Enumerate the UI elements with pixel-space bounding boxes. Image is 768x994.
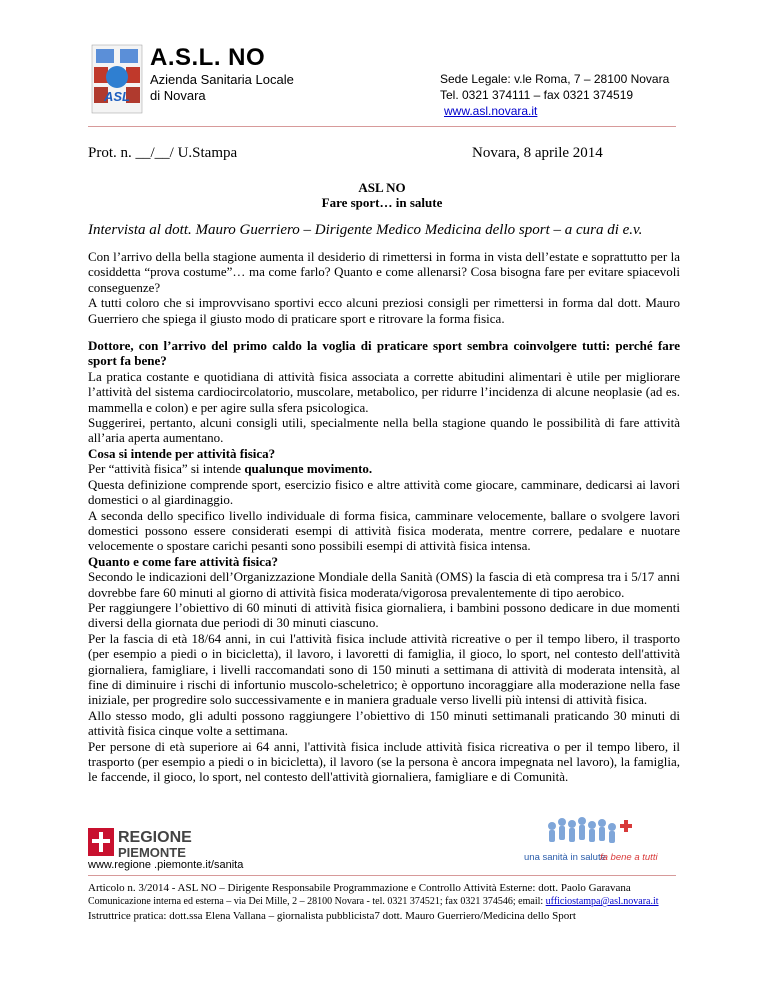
answer-2-text: Per “attività fisica” si intende [88, 461, 245, 477]
answer-2-paragraph-3: A seconda dello specifico livello individuale di forma fisica, camminare velocemente, ballare o svolgere lavori domestici possono essere considerati esempi di attività fisica moderata, mentre correre, pedalare e nuotare velocemente o spostare carichi pesanti sono possibili esempi di attività fisica intensa. [88, 507, 680, 554]
answer-2-paragraph-2: Questa definizione comprende sport, esercizio fisico e altre attività come giocare, camminare, dedicarsi ai lavori domestici o al giardinaggio. [88, 476, 680, 508]
regione-line2: PIEMONTE [118, 845, 186, 860]
answer-2-paragraph-1 [88, 461, 680, 476]
question-1: Dottore, con l’arrivo del primo caldo la voglia di praticare sport sembra coinvolgere tutti: perché fare sport fa bene? [88, 338, 680, 369]
answer-2-emphasis: qualunque movimento. [244, 461, 373, 477]
document-title: Fare sport… in salute [321, 195, 443, 210]
address-line1: Sede Legale: v.le Roma, 7 – 28100 Novara [440, 72, 670, 86]
answer-3-paragraph-5: Per persone di età superiore ai 64 anni, l'attività fisica include attività fisica ricreativa o per il tempo libero, il trasporto (per esempio a piedi o in bicicletta), il lavoro (se la persona è ancora impegnata nel lavoro), la famiglia, le faccende, il gioco, lo sport, nel contesto dell'attività giornaliera, famigliare e di Comunità. [88, 738, 680, 785]
article-body [88, 249, 680, 785]
intro-paragraph-1: Con l’arrivo della bella stagione aumenta il desiderio di rimettersi in forma in vista dell’estate e soprattutto per la cosiddetta “prova costume”… ma come farlo? Quanto e come allenarsi? Cosa bisogna fare per evitare spiacevoli conseguenze? [88, 249, 680, 295]
logo-text: ASL [104, 89, 130, 104]
sanita-slogan-b: fa bene a tutti [600, 852, 658, 863]
document-date: Novara, 8 aprile 2014 [472, 145, 603, 161]
sanita-slogan-a: una sanità in salute [524, 852, 606, 863]
footer [88, 881, 688, 923]
document-heading: ASL NO [358, 180, 406, 195]
asl-logo [90, 43, 144, 115]
answer-1-paragraph-1: La pratica costante e quotidiana di attività fisica associata a corrette abitudini alimentari è utile per migliorare l’attività del sistema cardiocircolatorio, muscolare, metabolico, per ridurre l’incidenza di alcune neoplasie (ad es. mammella e colon) e per agire sulla sfera psicologica. [88, 368, 680, 415]
regione-line1: REGIONE [118, 829, 192, 846]
document-subtitle: Intervista al dott. Mauro Guerriero – Dirigente Medico Medicina dello sport – a cura di e.v. [88, 222, 643, 238]
website-link[interactable]: www.asl.novara.it [444, 104, 538, 118]
question-2: Cosa si intende per attività fisica? [88, 445, 276, 461]
answer-3-paragraph-4: Allo stesso modo, gli adulti possono raggiungere l’obiettivo di 150 minuti settimanali praticando 30 minuti di attività fisica cinque volte a settimana. [88, 707, 680, 739]
footer-rule [88, 875, 676, 876]
org-name: A.S.L. NO [150, 44, 266, 71]
answer-1-paragraph-2: Suggerirei, pertanto, alcuni consigli utili, specialmente nella bella stagione quando le possibilità di fare attività all’aria aperta aumentano. [88, 415, 680, 446]
footer-contact: Comunicazione interna ed esterna – via Dei Mille, 2 – 28100 Novara - tel. 0321 374521; fax 0321 374546; email: [88, 896, 546, 907]
header-rule [88, 126, 676, 127]
org-line2: di Novara [150, 88, 206, 103]
org-line1: Azienda Sanitaria Locale [150, 72, 294, 87]
question-3: Quanto e come fare attività fisica? [88, 553, 279, 569]
sanita-in-salute-logo [520, 812, 660, 872]
answer-3-paragraph-2: Per raggiungere l’obiettivo di 60 minuti di attività fisica giornaliera, i bambini possono dedicare in due momenti diversi della giornata due periodi di 30 minuti ciascuno. [88, 599, 680, 631]
answer-3-paragraph-1: Secondo le indicazioni dell’Organizzazione Mondiale della Sanità (OMS) la fascia di età compresa tra i 5/17 anni dovrebbe fare 60 minuti al giorno di attività fisica moderata/vigorosa prevalentemente di tipo aerobico. [88, 569, 680, 600]
address-line2: Tel. 0321 374111 – fax 0321 374519 [440, 88, 634, 102]
footer-line1: Articolo n. 3/2014 - ASL NO – Dirigente Responsabile Programmazione e Controllo Attività Esterne: dott. Paolo Garavana [88, 882, 631, 894]
regione-url[interactable]: www.regione .piemonte.it/sanita [88, 859, 244, 871]
intro-paragraph-2: A tutti coloro che si improvvisano sportivi ecco alcuni preziosi consigli per rimettersi in forma dal dott. Mauro Guerriero che spiega il giusto modo di praticare sport e ritrovare la forma fisica. [88, 295, 680, 326]
footer-line2 [88, 895, 688, 909]
footer-line3: Istruttrice pratica: dott.ssa Elena Vallana – giornalista pubblicista7 dott. Mauro Guerriero/Medicina dello Sport [88, 910, 576, 922]
protocol-number: Prot. n. __/__/ U.Stampa [88, 145, 238, 161]
answer-3-paragraph-3: Per la fascia di età 18/64 anni, in cui l'attività fisica include attività ricreative o per il tempo libero, il trasporto (per esempio a piedi o in bicicletta), il lavoro, i lavoretti di famiglia, il gioco, lo sport, nel contesto dell'attività giornaliera, famigliare, i livelli raccomandati sono di 150 minuti a settimana di attività di moderata intensità, al fine di diminuire i rischi di infortunio muscolo-scheletrico; è opportuno incoraggiare alla moderazione nella fase iniziale, per progredire solo successivamente e in maniera graduale verso livelli più intensi di attività fisica. [88, 630, 680, 708]
footer-email-link[interactable]: ufficiostampa@asl.novara.it [545, 896, 659, 907]
